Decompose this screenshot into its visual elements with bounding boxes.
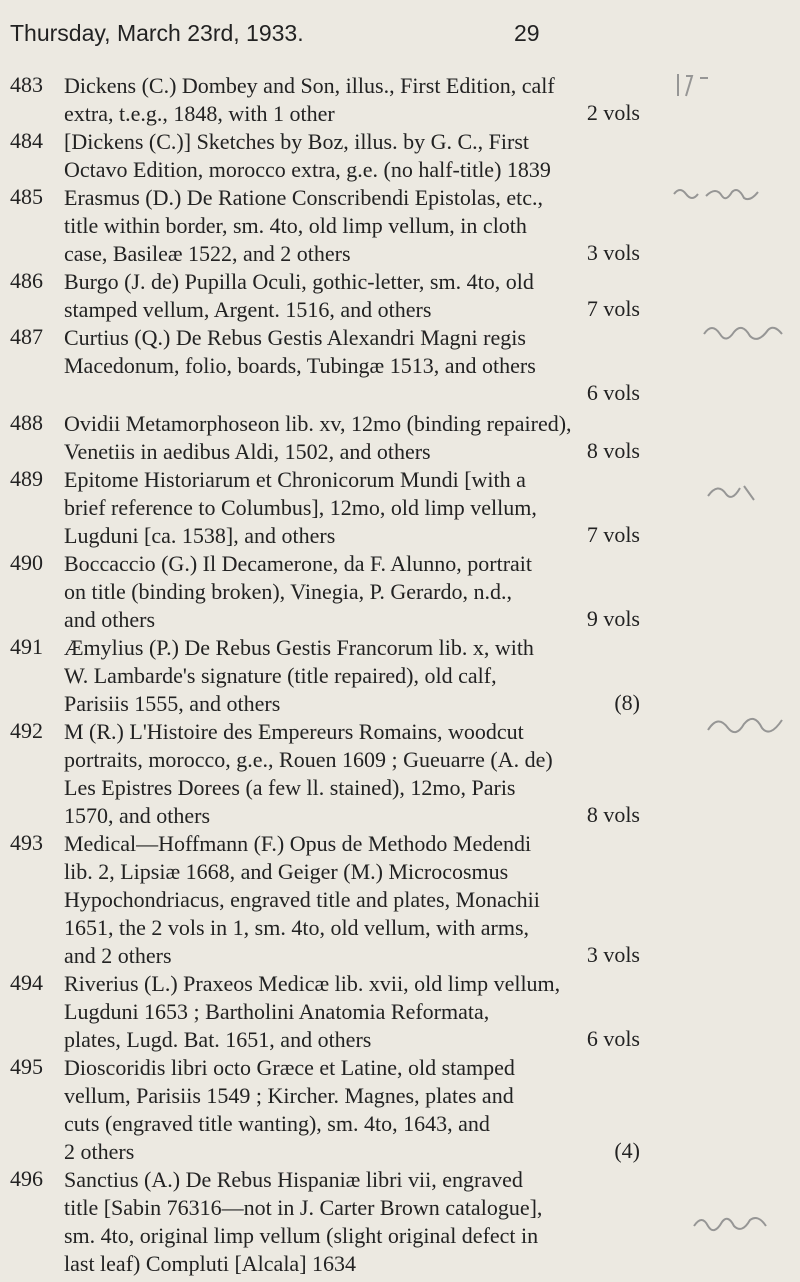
lot-description-line: Epitome Historiarum et Chronicorum Mundi [with a bbox=[64, 467, 526, 492]
lot-quantity: 3 vols bbox=[586, 240, 640, 265]
pencil-annotation bbox=[670, 182, 790, 206]
lot-description-line: title [Sabin 76316—not in J. Carter Brown catalogue], bbox=[64, 1195, 543, 1220]
lot-description-line: Sanctius (A.) De Rebus Hispaniæ libri vii, engraved bbox=[64, 1167, 523, 1192]
lot-description-line: W. Lambarde's signature (title repaired), old calf, bbox=[64, 663, 497, 688]
lot-description-line: Hypochondriacus, engraved title and plates, Monachii bbox=[64, 887, 540, 912]
pencil-annotation bbox=[704, 710, 794, 740]
lot-quantity: 8 vols bbox=[586, 438, 640, 463]
lot-description-line: last leaf) Compluti [Alcala] 1634 bbox=[64, 1251, 357, 1276]
lot-number: 495 bbox=[10, 1054, 43, 1079]
lot-description-line: lib. 2, Lipsiæ 1668, and Geiger (M.) Microcosmus bbox=[64, 859, 509, 884]
lot-quantity: 8 vols bbox=[586, 802, 640, 827]
lot-quantity: 6 vols bbox=[586, 380, 640, 405]
lot-description-line: Burgo (J. de) Pupilla Oculi, gothic-letter, sm. 4to, old bbox=[64, 269, 534, 294]
lot-description-line: Erasmus (D.) De Ratione Conscribendi Epistolas, etc., bbox=[64, 185, 544, 210]
page-number: 29 bbox=[514, 20, 540, 46]
lot-description-line: sm. 4to, original limp vellum (slight original defect in bbox=[64, 1223, 539, 1248]
lot-description-line: Octavo Edition, morocco extra, g.e. (no half-title) 1839 bbox=[64, 157, 551, 182]
lot-description-line: extra, t.e.g., 1848, with 1 other bbox=[64, 101, 335, 126]
lot-quantity: 9 vols bbox=[586, 606, 640, 631]
lot-number: 486 bbox=[10, 268, 43, 293]
lot-quantity: 7 vols bbox=[586, 296, 640, 321]
lot-description-line: Parisiis 1555, and others bbox=[64, 691, 281, 716]
pencil-annotation bbox=[672, 70, 712, 100]
lot-description-line: Riverius (L.) Praxeos Medicæ lib. xvii, old limp vellum, bbox=[64, 971, 561, 996]
lot-number: 490 bbox=[10, 550, 43, 575]
lot-quantity: 2 vols bbox=[586, 100, 640, 125]
pencil-annotation bbox=[690, 1210, 790, 1240]
lot-number: 484 bbox=[10, 128, 43, 153]
lot-number: 485 bbox=[10, 184, 43, 209]
lot-description-line: case, Basileæ 1522, and 2 others bbox=[64, 241, 351, 266]
lot-description-line: Boccaccio (G.) Il Decamerone, da F. Alunno, portrait bbox=[64, 551, 533, 576]
lot-description-line: Lugduni [ca. 1538], and others bbox=[64, 523, 336, 548]
lot-description-line: Les Epistres Dorees (a few ll. stained), 12mo, Paris bbox=[64, 775, 516, 800]
lot-description-line: Dickens (C.) Dombey and Son, illus., First Edition, calf bbox=[64, 73, 555, 98]
lot-description-line: on title (binding broken), Vinegia, P. Gerardo, n.d., bbox=[64, 579, 512, 604]
lot-description-line: title within border, sm. 4to, old limp vellum, in cloth bbox=[64, 213, 527, 238]
lot-description-line: 1570, and others bbox=[64, 803, 211, 828]
lot-quantity: 6 vols bbox=[586, 1026, 640, 1051]
lot-quantity: 7 vols bbox=[586, 522, 640, 547]
lot-description-line: Æmylius (P.) De Rebus Gestis Francorum lib. x, with bbox=[64, 635, 534, 660]
lot-description-line: Medical—Hoffmann (F.) Opus de Methodo Medendi bbox=[64, 831, 532, 856]
lot-description-line: and 2 others bbox=[64, 943, 172, 968]
lot-description-line: stamped vellum, Argent. 1516, and others bbox=[64, 297, 432, 322]
lot-quantity: 3 vols bbox=[586, 942, 640, 967]
lot-number: 496 bbox=[10, 1166, 43, 1191]
lot-description-line: Curtius (Q.) De Rebus Gestis Alexandri Magni regis bbox=[64, 325, 526, 350]
lot-number: 483 bbox=[10, 72, 43, 97]
lot-quantity: (8) bbox=[614, 690, 640, 715]
lot-description-line: Lugduni 1653 ; Bartholini Anatomia Reformata, bbox=[64, 999, 490, 1024]
lot-quantity: (4) bbox=[614, 1138, 640, 1163]
sale-date: Thursday, March 23rd, 1933. bbox=[10, 20, 304, 46]
lot-description-line: [Dickens (C.)] Sketches by Boz, illus. by G. C., First bbox=[64, 129, 530, 154]
lot-description-line: Macedonum, folio, boards, Tubingæ 1513, and others bbox=[64, 353, 536, 378]
lot-description-line: M (R.) L'Histoire des Empereurs Romains, woodcut bbox=[64, 719, 524, 744]
lot-number: 492 bbox=[10, 718, 43, 743]
lot-description-line: vellum, Parisiis 1549 ; Kircher. Magnes, plates and bbox=[64, 1083, 514, 1108]
pencil-annotation bbox=[700, 320, 800, 346]
lot-description-line: portraits, morocco, g.e., Rouen 1609 ; Gueuarre (A. de) bbox=[64, 747, 553, 772]
lot-description-line: brief reference to Columbus], 12mo, old limp vellum, bbox=[64, 495, 537, 520]
lot-number: 487 bbox=[10, 324, 43, 349]
lot-description-line: cuts (engraved title wanting), sm. 4to, 1643, and bbox=[64, 1111, 490, 1136]
pencil-annotation bbox=[704, 478, 764, 504]
lot-description-line: Venetiis in aedibus Aldi, 1502, and others bbox=[64, 439, 431, 464]
lot-number: 494 bbox=[10, 970, 43, 995]
lot-number: 491 bbox=[10, 634, 43, 659]
lot-description-line: plates, Lugd. Bat. 1651, and others bbox=[64, 1027, 372, 1052]
lot-number: 493 bbox=[10, 830, 43, 855]
lot-description-line: and others bbox=[64, 607, 156, 632]
lot-description-line: Dioscoridis libri octo Græce et Latine, old stamped bbox=[64, 1055, 515, 1080]
lot-number: 489 bbox=[10, 466, 43, 491]
lot-description-line: Ovidii Metamorphoseon lib. xv, 12mo (binding repaired), bbox=[64, 411, 572, 436]
lot-description-line: 1651, the 2 vols in 1, sm. 4to, old vellum, with arms, bbox=[64, 915, 530, 940]
page-header bbox=[0, 20, 800, 50]
lot-number: 488 bbox=[10, 410, 43, 435]
lot-description-line: 2 others bbox=[64, 1139, 135, 1164]
